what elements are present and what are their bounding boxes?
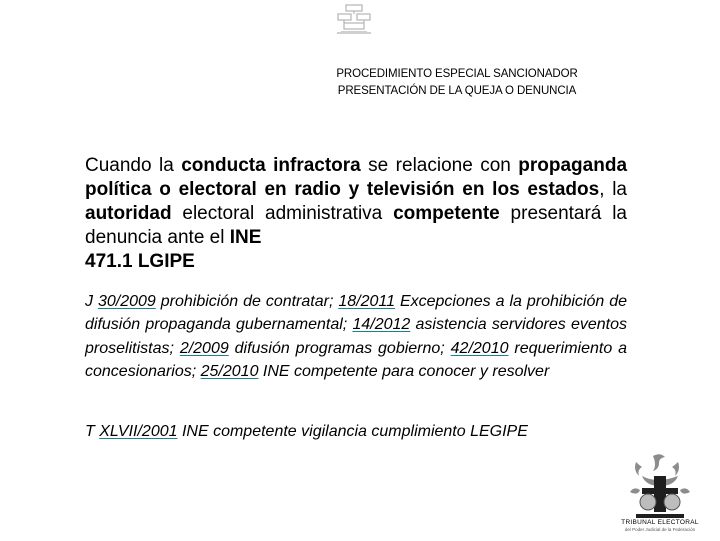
thesis-description: INE competente vigilancia cumplimiento LEGIPE <box>177 423 528 440</box>
bold-segment: INE <box>229 227 262 248</box>
jurisprudence-description: requerimiento a concesionarios; <box>85 339 628 381</box>
jurisprudence-list <box>85 290 627 384</box>
jurisprudence-description: Excepciones a la prohibición de difusión propaganda gubernamental; <box>85 293 628 334</box>
thesis-link[interactable]: XLVII/2001 <box>99 423 178 440</box>
text-segment: presentará la denuncia ante el <box>85 203 627 248</box>
article-reference: 471.1 LGIPE <box>85 251 195 272</box>
thesis-line <box>85 420 645 443</box>
jurisprudence-link[interactable]: 18/2011 <box>338 293 396 310</box>
tribunal-logo-subtitle: del Poder Judicial de la Federación <box>624 527 696 532</box>
jurisprudence-link[interactable]: 25/2010 <box>200 363 259 381</box>
jurisprudence-link[interactable]: 2/2009 <box>179 339 229 357</box>
text-segment: electoral administrativa <box>171 203 394 224</box>
tribunal-logo-name: TRIBUNAL ELECTORAL <box>621 519 699 526</box>
jurisprudence-description: INE competente para conocer y resolver <box>258 363 550 381</box>
bold-segment: autoridad <box>85 203 172 224</box>
text-segment: se relacione con <box>360 155 519 176</box>
text-segment: , la <box>599 179 627 200</box>
jurisprudence-link[interactable]: 42/2010 <box>450 339 509 357</box>
slide-header <box>312 66 602 100</box>
header-line-1: PROCEDIMIENTO ESPECIAL SANCIONADOR <box>336 68 578 80</box>
main-statement <box>85 154 627 250</box>
jurisprudence-link[interactable]: 30/2009 <box>97 293 156 310</box>
jurisprudence-description: asistencia servidores eventos proselitistas; <box>85 316 627 357</box>
text-segment: Cuando la <box>85 155 182 176</box>
jurisprudence-description: difusión programas gobierno; <box>228 339 451 357</box>
bold-segment: propaganda política o electoral en radio y televisión en los estados <box>85 155 628 200</box>
main-paragraph <box>85 154 627 274</box>
bold-segment: conducta infractora <box>181 155 361 176</box>
thesis-prefix: T <box>85 423 100 440</box>
header-line-2: PRESENTACIÓN DE LA QUEJA O DENUNCIA <box>337 85 577 97</box>
jurisprudence-description: prohibición de contratar; <box>155 293 339 310</box>
bold-segment: competente <box>393 203 500 224</box>
top-emblem-icon <box>333 3 375 37</box>
jurisprudence-prefix: J <box>85 293 98 310</box>
jurisprudence-link[interactable]: 14/2012 <box>352 316 411 334</box>
